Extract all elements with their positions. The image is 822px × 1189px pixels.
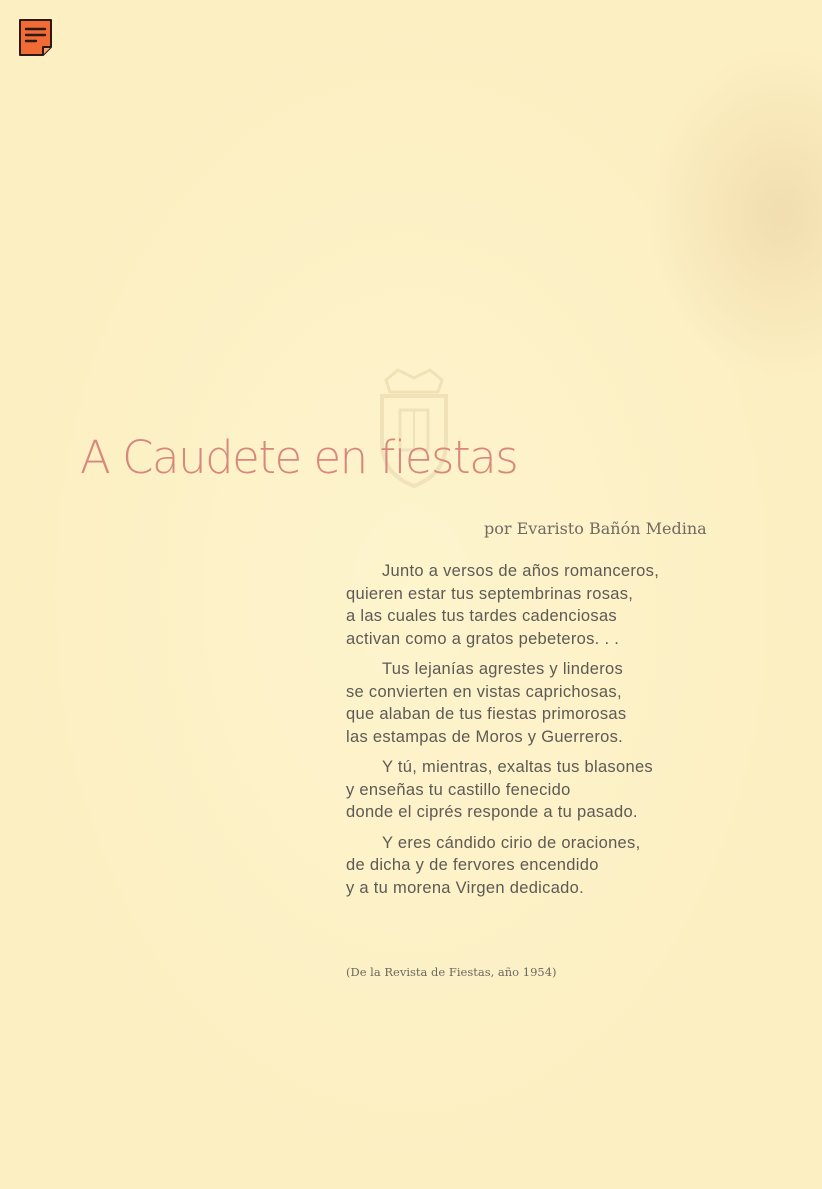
poem-line: Junto a versos de años romanceros, xyxy=(382,562,660,580)
poem-line: y a tu morena Virgen dedicado. xyxy=(346,878,585,897)
poem-line: se convierten en vistas caprichosas, xyxy=(346,682,622,701)
stanza-2 xyxy=(346,658,706,748)
poem-line: las estampas de Moros y Guerreros. xyxy=(346,727,624,746)
note-icon[interactable] xyxy=(18,18,54,58)
poem-title: A Caudete en fiestas xyxy=(80,431,518,484)
stanza-4 xyxy=(346,832,706,900)
poem-line: y enseñas tu castillo fenecido xyxy=(346,780,571,799)
poem-line: a las cuales tus tardes cadenciosas xyxy=(346,607,617,625)
poem-line: que alaban de tus fiestas primorosas xyxy=(346,705,627,723)
poem-line: activan como a gratos pebeteros. . . xyxy=(346,629,620,648)
poem-line: donde el ciprés responde a tu pasado. xyxy=(346,803,638,821)
author-byline: por Evaristo Bañón Medina xyxy=(484,519,707,538)
poem-body xyxy=(346,560,706,907)
poem-line: quieren estar tus septembrinas rosas, xyxy=(346,584,634,603)
source-citation: (De la Revista de Fiestas, año 1954) xyxy=(346,965,557,979)
poem-line: Y eres cándido cirio de oraciones, xyxy=(382,833,641,852)
stanza-3 xyxy=(346,756,706,824)
stanza-1 xyxy=(346,560,706,650)
poem-line: Tus lejanías agrestes y linderos xyxy=(382,660,624,678)
poem-line: Y tú, mientras, exaltas tus blasones xyxy=(382,758,653,776)
poem-line: de dicha y de fervores encendido xyxy=(346,856,599,874)
